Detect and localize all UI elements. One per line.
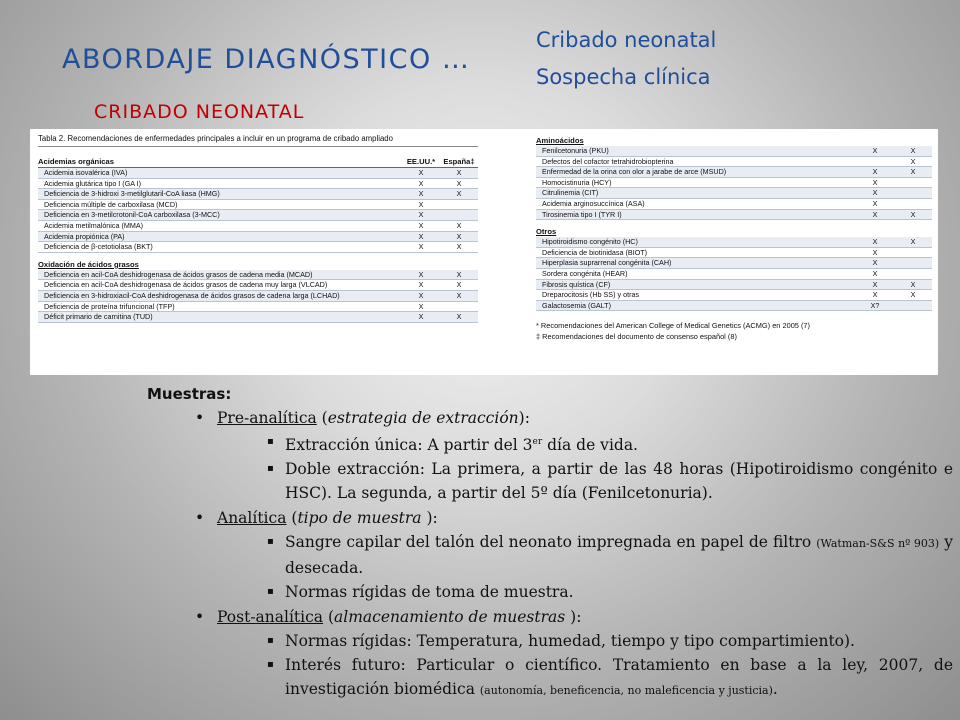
mark-us: X <box>418 189 424 199</box>
disease-name: Deficiencia de biotinidasa (BIOT) <box>542 247 648 257</box>
mark-es <box>894 178 932 188</box>
mark-es <box>894 301 932 311</box>
square-bullet-icon: ▪ <box>267 536 274 548</box>
section-heading: Aminoácidos <box>536 136 584 145</box>
mark-es: X <box>456 269 462 279</box>
sub-interes-futuro <box>147 653 953 703</box>
sub-extraccion-unica <box>147 430 953 457</box>
disease-name: Acidemia glutárica tipo I (GA I) <box>44 178 142 188</box>
table-row <box>38 291 478 302</box>
disease-name: Acidemia metilmalónica (MMA) <box>44 220 144 230</box>
mark-es: X <box>456 312 462 322</box>
side-link-cribado[interactable]: Cribado neonatal <box>536 28 717 52</box>
mark-us: X <box>872 167 878 177</box>
disease-name: Citrulinemia (CIT) <box>542 188 599 198</box>
mark-es: X <box>456 178 462 188</box>
bullet-postanalitica: • Post-analítica (almacenamiento de muestras ): <box>147 605 953 629</box>
table-row <box>38 179 478 190</box>
sub-sangre-capilar <box>147 530 953 580</box>
disease-name: Tirosinemia tipo I (TYR I) <box>542 209 622 219</box>
sub-text: . <box>772 680 778 699</box>
footnote-spain: ‡ Recomendaciones del documento de consenso español (8) <box>536 331 737 341</box>
mark-us: X <box>872 258 878 268</box>
mark-us: X <box>872 268 878 278</box>
mark-es <box>894 188 932 198</box>
section-heading: Acidemias orgánicas <box>38 157 114 166</box>
bullet-dot-icon: • <box>195 509 205 528</box>
section-subtitle: CRIBADO NEONATAL <box>94 101 305 123</box>
mark-es <box>894 199 932 209</box>
disease-name: Deficiencia de β-cetotiolasa (BKT) <box>44 242 153 252</box>
table-footnotes <box>536 321 932 342</box>
table-row <box>38 210 478 221</box>
table-row <box>536 269 932 280</box>
mark-us: X <box>872 247 878 257</box>
table-row <box>38 312 478 323</box>
sub-text: Sangre capilar del talón del neonato impregnada en papel de filtro <box>285 533 817 552</box>
disease-name: Deficiencia múltiple de carboxilasa (MCD) <box>44 199 178 209</box>
bullet-paren: estrategia de extracción <box>327 409 519 427</box>
table-row <box>536 188 932 199</box>
side-links <box>536 22 716 96</box>
mark-us: X <box>872 198 878 208</box>
mark-us: X <box>872 209 878 219</box>
table-row <box>536 199 932 210</box>
disease-name: Defectos del cofactor tetrahidrobiopterina <box>542 156 674 166</box>
mark-us: X <box>418 231 424 241</box>
mark-us: X <box>418 220 424 230</box>
mark-es: X <box>456 242 462 252</box>
mark-us: X <box>418 301 424 311</box>
sup-text: er <box>532 437 543 447</box>
table-row <box>536 157 932 168</box>
table-row <box>38 168 478 179</box>
section-gap <box>38 253 478 257</box>
mark-es <box>894 248 932 258</box>
sub-text: y desecada. <box>285 533 953 578</box>
disease-name: Deficiencia en acil-CoA deshidrogenasa de ácidos grasos de cadena media (MCAD) <box>44 269 313 279</box>
mark-es: X <box>910 290 916 300</box>
sub-normas-rigidas <box>147 629 953 653</box>
disease-name: Fibrosis quística (CF) <box>542 279 611 289</box>
table-left-body <box>38 157 478 323</box>
mark-es: X <box>910 146 916 155</box>
mark-us: X <box>418 168 424 177</box>
disease-name: Dreparocitosis (Hb SS) y otras <box>542 290 640 300</box>
square-bullet-icon: ▪ <box>267 586 274 598</box>
mark-es: X <box>456 231 462 241</box>
table-row <box>536 210 932 221</box>
table-row <box>38 270 478 281</box>
section-gap <box>536 220 932 224</box>
sub-small-text: (Watman-S&S nº 903) <box>816 537 940 551</box>
table-row <box>38 280 478 291</box>
disease-name: Deficiencia de proteína trifuncional (TFP) <box>44 301 175 311</box>
page-title: ABORDAJE DIAGNÓSTICO … <box>62 44 471 75</box>
section-heading: Otros <box>536 227 557 237</box>
disease-table-image <box>30 129 938 375</box>
sub-text: Extracción única: A partir del 3 <box>285 436 533 455</box>
mark-es <box>440 210 478 220</box>
disease-name: Galactosemia (GALT) <box>542 300 611 310</box>
sub-normas-toma <box>147 580 953 604</box>
table-row <box>536 178 932 189</box>
sub-text: Normas rígidas: Temperatura, humedad, tiempo y tipo compartimiento). <box>285 632 855 651</box>
mark-es: X <box>456 280 462 290</box>
table-row <box>536 237 932 248</box>
mark-us: X <box>418 178 424 188</box>
square-bullet-icon: ▪ <box>267 436 274 447</box>
mark-es: X <box>910 209 916 219</box>
mark-es: X <box>910 237 916 247</box>
mark-us: X <box>872 177 878 187</box>
mark-us: X <box>872 237 878 247</box>
disease-name: Sordera congénita (HEAR) <box>542 268 628 278</box>
sub-small-text: (autonomía, beneficencia, no maleficencia y justicia) <box>479 684 773 698</box>
sub-text: Doble extracción: La primera, a partir de las 48 horas (Hipotiroidismo congénito e HSC). La segunda, a partir del 5º día (Fenilcetonuria). <box>285 460 953 503</box>
mark-us: X <box>418 312 424 322</box>
bullet-analitica: • Analítica (tipo de muestra ): <box>147 506 953 530</box>
table-left-column <box>38 133 478 323</box>
table-caption: Tabla 2. Recomendaciones de enfermedades principales a incluir en un programa de cribado ampliado <box>38 133 478 147</box>
table-row <box>536 290 932 301</box>
bullet-dot-icon: • <box>195 409 205 427</box>
mark-us: X <box>418 210 424 220</box>
mark-es: X <box>456 189 462 199</box>
samples-title: Muestras: <box>147 385 232 403</box>
mark-us: X <box>872 279 878 289</box>
disease-name: Deficiencia en 3-hidroxiacil-CoA deshidrogenasa de ácidos grasos de cadena larga (LCHAD) <box>44 290 340 300</box>
table-row <box>38 189 478 200</box>
mark-us: X <box>418 269 424 279</box>
mark-us: X <box>872 146 878 155</box>
table-row <box>38 302 478 313</box>
table-right-body <box>536 135 932 311</box>
bullet-paren: tipo de muestra <box>297 509 427 528</box>
square-bullet-icon: ▪ <box>267 635 274 647</box>
mark-us: X <box>872 188 878 198</box>
disease-name: Acidemia propiónica (PA) <box>44 231 125 241</box>
disease-name: Deficiencia en acil-CoA deshidrogenasa de ácidos grasos de cadena muy larga (VLCAD) <box>44 280 328 290</box>
table-row <box>38 242 478 253</box>
sub-doble-extraccion <box>147 457 953 505</box>
table-row <box>38 232 478 243</box>
mark-us: X <box>418 242 424 252</box>
mark-es: X <box>456 220 462 230</box>
mark-us: X <box>418 280 424 290</box>
bullet-label: Analítica <box>217 509 287 528</box>
section-heading: Oxidación de ácidos grasos <box>38 259 139 269</box>
bullet-label: Pre-analítica <box>217 409 317 427</box>
sub-text: Normas rígidas de toma de muestra. <box>285 583 574 602</box>
footnote-acmg: * Recomendaciones del American College of Medical Genetics (ACMG) en 2005 (7) <box>536 321 810 331</box>
mark-us: X <box>418 290 424 300</box>
square-bullet-icon: ▪ <box>267 463 274 475</box>
mark-es: X <box>910 156 916 166</box>
col-header-us: EE.UU.* <box>406 157 436 166</box>
mark-us: X <box>872 290 878 300</box>
bullet-dot-icon: • <box>195 608 205 627</box>
disease-name: Hiperplasia suprarrenal congénita (CAH) <box>542 258 672 268</box>
table-row <box>536 280 932 291</box>
disease-name: Fenilcetonuria (PKU) <box>542 146 609 155</box>
samples-section <box>147 383 953 703</box>
disease-name: Acidemia arginosuccínica (ASA) <box>542 198 645 208</box>
mark-es <box>440 302 478 312</box>
table-header-row <box>38 157 478 168</box>
mark-us <box>856 157 894 167</box>
mark-es: X <box>456 290 462 300</box>
disease-name: Homocistinuria (HCY) <box>542 177 612 187</box>
mark-us: X? <box>870 300 880 310</box>
table-row <box>536 146 932 157</box>
bullet-preanalitica: • Pre-analítica (estrategia de extracción): <box>147 406 953 430</box>
table-row <box>536 258 932 269</box>
disease-name: Deficiencia de 3-hidroxi 3-metilglutaril-CoA liasa (HMG) <box>44 189 220 199</box>
square-bullet-icon: ▪ <box>267 659 274 671</box>
mark-es: X <box>910 167 916 177</box>
side-link-sospecha[interactable]: Sospecha clínica <box>536 65 711 89</box>
col-header-es: España‡ <box>443 157 475 166</box>
bullet-paren: almacenamiento de muestras <box>334 608 571 627</box>
table-right-column <box>536 133 932 342</box>
mark-es: X <box>910 279 916 289</box>
table-row <box>536 248 932 259</box>
table-row <box>536 301 932 312</box>
table-row <box>38 200 478 211</box>
sub-text: Interés futuro: Particular o científico. Tratamiento en base a la ley, 2007, de investigación biomédica <box>285 656 953 699</box>
table-row <box>536 167 932 178</box>
disease-name: Deficiencia en 3-metilcrotonil-CoA carboxilasa (3-MCC) <box>44 210 220 220</box>
disease-name: Hipotiroidismo congénito (HC) <box>542 237 638 247</box>
mark-es <box>440 200 478 210</box>
disease-name: Acidemia isovalérica (IVA) <box>44 168 128 177</box>
disease-name: Déficit primario de carnitina (TUD) <box>44 312 153 322</box>
mark-es <box>894 269 932 279</box>
disease-name: Enfermedad de la orina con olor a jarabe de arce (MSUD) <box>542 167 727 177</box>
mark-es <box>894 258 932 268</box>
mark-es: X <box>456 168 462 177</box>
table-row <box>38 221 478 232</box>
bullet-label: Post-analítica <box>217 608 324 627</box>
mark-us: X <box>418 199 424 209</box>
sub-text: día de vida. <box>542 436 638 455</box>
